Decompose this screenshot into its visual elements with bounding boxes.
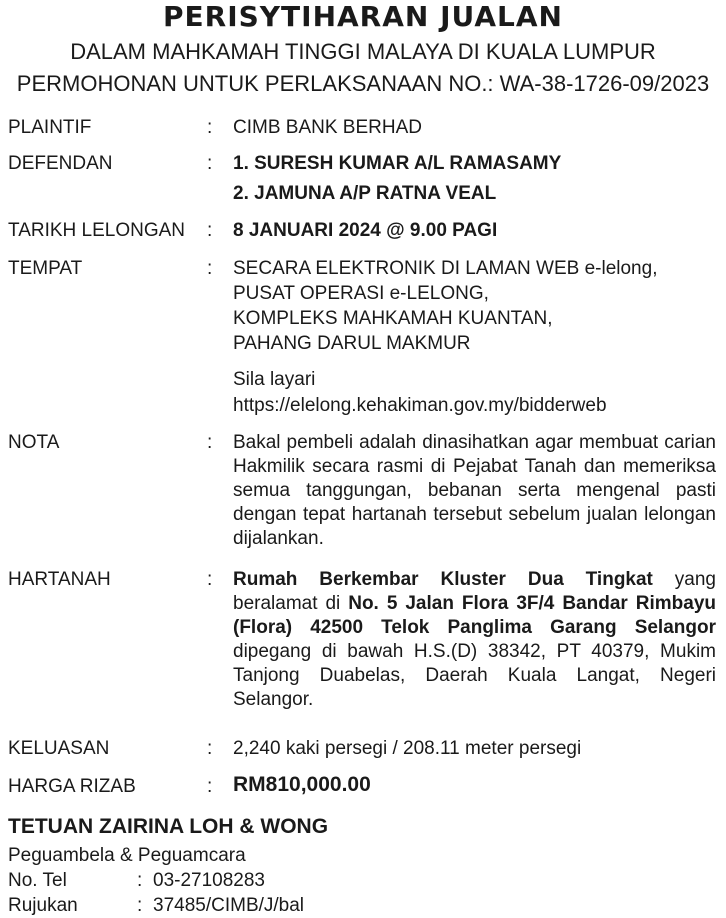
tempat-line-4: PAHANG DARUL MAKMUR: [233, 333, 471, 354]
tempat-colon: :: [207, 258, 213, 279]
tempat-label: TEMPAT: [8, 258, 83, 279]
defendan-line-1: 1. SURESH KUMAR A/L RAMASAMY: [233, 153, 562, 174]
defendan-label: DEFENDAN: [8, 153, 113, 174]
harga-colon: :: [207, 776, 213, 797]
tarikh-label: TARIKH LELONGAN: [8, 220, 186, 241]
hartanah-label: HARTANAH: [8, 569, 111, 590]
ref-label: Rujukan: [8, 895, 78, 916]
tempat-line-1: SECARA ELEKTRONIK DI LAMAN WEB e-lelong,: [233, 258, 658, 279]
plaintif-label: PLAINTIF: [8, 117, 92, 138]
bidder-url[interactable]: https://elelong.kehakiman.gov.my/bidderweb: [233, 395, 607, 416]
ref-colon: :: [137, 895, 143, 916]
law-firm-name: TETUAN ZAIRINA LOH & WONG: [8, 815, 329, 838]
tarikh-colon: :: [207, 220, 213, 241]
tel-colon: :: [137, 870, 143, 891]
nota-text: Bakal pembeli adalah dinasihatkan agar membuat carian Hakmilik secara rasmi di Pejabat Tanah dan memeriksa semua tanggungan, bebanan serta mengenal pasti dengan tepat hartanah tersebut sebelum jualan lelongan dijalankan.: [233, 432, 716, 549]
nota-label: NOTA: [8, 432, 60, 453]
plaintif-value: CIMB BANK BERHAD: [233, 117, 422, 138]
defendan-line-2: 2. JAMUNA A/P RATNA VEAL: [233, 183, 497, 204]
property-title-details: dipegang di bawah H.S.(D) 38342, PT 40379, Mukim Tanjong Duabelas, Daerah Kuala Langat, Negeri Selangor.: [233, 641, 716, 710]
hartanah-colon: :: [207, 569, 213, 590]
keluasan-colon: :: [207, 738, 213, 759]
tel-label: No. Tel: [8, 870, 67, 891]
firm-role: Peguambela & Peguamcara: [8, 845, 246, 866]
visit-label: Sila layari: [233, 369, 316, 390]
tempat-line-3: KOMPLEKS MAHKAMAH KUANTAN,: [233, 308, 553, 329]
keluasan-label: KELUASAN: [8, 738, 110, 759]
application-number: PERMOHONAN UNTUK PERLAKSANAAN NO.: WA-38-1726-09/2023: [16, 71, 710, 96]
court-name: DALAM MAHKAMAH TINGGI MALAYA DI KUALA LUMPUR: [70, 39, 656, 64]
harga-label: HARGA RIZAB: [8, 776, 136, 797]
harga-value: RM810,000.00: [233, 773, 371, 796]
hartanah-text: [233, 568, 716, 712]
tel-value: 03-27108283: [153, 870, 265, 891]
tarikh-value: 8 JANUARI 2024 @ 9.00 PAGI: [233, 220, 498, 241]
ref-value: 37485/CIMB/J/bal: [153, 895, 305, 916]
property-address: No. 5 Jalan Flora 3F/4 Bandar Rimbayu (Flora) 42500 Telok Panglima Garang Selangor: [233, 593, 716, 638]
hartanah-connector: yang beralamat di: [233, 569, 717, 614]
notice-title: PERISYTIHARAN JUALAN: [162, 0, 563, 33]
tempat-line-2: PUSAT OPERASI e-LELONG,: [233, 283, 489, 304]
property-type: Rumah Berkembar Kluster Dua Tingkat: [233, 569, 653, 590]
keluasan-value: 2,240 kaki persegi / 208.11 meter persegi: [233, 738, 582, 759]
defendan-colon: :: [207, 153, 213, 174]
plaintif-colon: :: [207, 117, 213, 138]
nota-colon: :: [207, 432, 213, 453]
